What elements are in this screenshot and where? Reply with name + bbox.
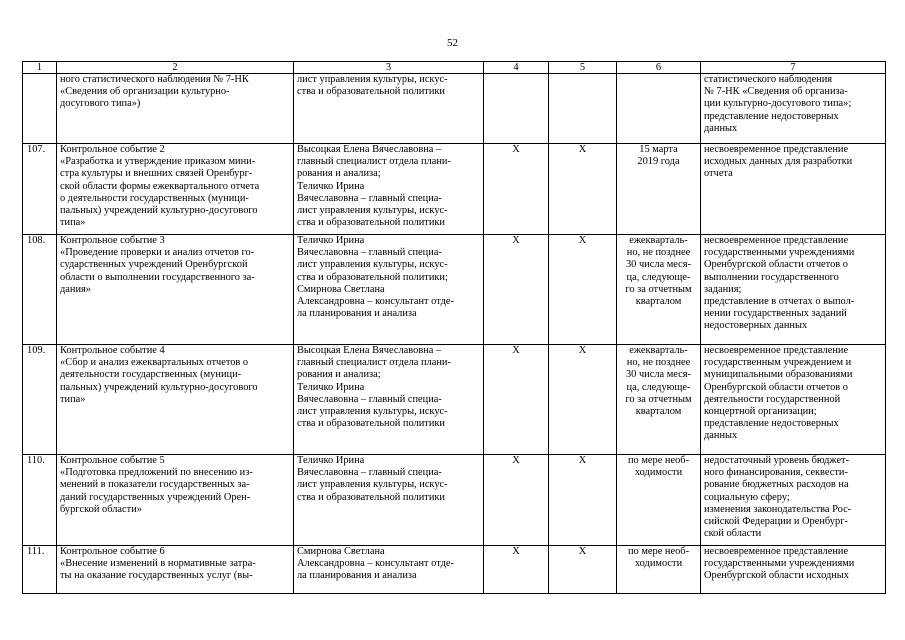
header-cell: 3 — [294, 62, 484, 74]
risk-description: недостаточный уровень бюджет- ного финансирования, секвести- рование бюджетных расходов на социальную сферу; изменения законодательства Рос- сийской Федерации и Оренбург- ской области — [701, 455, 886, 546]
risk-description: несвоевременное представление государственными учреждениями Оренбургской области отчетов о выполнении государственного задания; представление в отчетах о выпол- нении государственных заданий недостоверных данных — [701, 235, 886, 345]
mark-cell: Х — [484, 455, 549, 546]
event-description: ного статистического наблюдения № 7-НК «Сведения об организации культурно- досугового типа») — [57, 74, 294, 144]
mark-cell: Х — [549, 144, 617, 235]
risk-description: статистического наблюдения № 7-НК «Сведения об организа- ции культурно-досугового типа»; представление недостоверных данных — [701, 74, 886, 144]
deadline-cell: 15 марта 2019 года — [617, 144, 701, 235]
mark-cell: Х — [549, 235, 617, 345]
responsible-person: Теличко Ирина Вячеславовна – главный специа- лист управления культуры, искус- ства и образовательной политики — [294, 455, 484, 546]
event-description: Контрольное событие 2 «Разработка и утверждение приказом мини- стра культуры и внешних связей Оренбург- ской области формы ежеквартального отчета о деятельности государственных (муници- пальных) учреждений культурно-досугового типа» — [57, 144, 294, 235]
responsible-person: Высоцкая Елена Вячеславовна – главный специалист отдела плани- рования и анализа; Теличко Ирина Вячеславовна – главный специа- лист управления культуры, искус- ства и образовательной политики — [294, 345, 484, 455]
mark-cell — [549, 74, 617, 144]
deadline-cell: по мере необ- ходимости — [617, 455, 701, 546]
mark-cell: Х — [549, 546, 617, 594]
header-cell: 6 — [617, 62, 701, 74]
header-cell: 7 — [701, 62, 886, 74]
mark-cell — [484, 74, 549, 144]
event-description: Контрольное событие 3 «Проведение проверки и анализ отчетов го- сударственных учреждений Оренбургской области о выполнении государственного за- дания» — [57, 235, 294, 345]
table-row — [23, 345, 886, 455]
risk-description: несвоевременное представление исходных данных для разработки отчета — [701, 144, 886, 235]
row-number: 111. — [23, 546, 57, 594]
mark-cell: Х — [484, 546, 549, 594]
row-number: 107. — [23, 144, 57, 235]
mark-cell: Х — [549, 345, 617, 455]
mark-cell: Х — [549, 455, 617, 546]
page-number: 52 — [447, 37, 458, 49]
deadline-cell: ежекварталь- но, не позднее 30 числа меся- ца, следующе- го за отчетным кварталом — [617, 235, 701, 345]
deadline-cell — [617, 74, 701, 144]
table-row — [23, 74, 886, 144]
event-description: Контрольное событие 5 «Подготовка предложений по внесению из- менений в показатели государственных за- даний государственных учреждений Орен- бургской области» — [57, 455, 294, 546]
row-number — [23, 74, 57, 144]
header-cell: 5 — [549, 62, 617, 74]
table-header-row — [23, 62, 886, 74]
header-cell: 2 — [57, 62, 294, 74]
responsible-person: Смирнова Светлана Александровна – консультант отде- ла планирования и анализа — [294, 546, 484, 594]
control-events-table — [22, 61, 886, 594]
table-row — [23, 144, 886, 235]
mark-cell: Х — [484, 345, 549, 455]
risk-description: несвоевременное представление государственным учреждением и муниципальными образованиями Оренбургской области отчетов о деятельности государственной концертной организации; представление недостоверных данных — [701, 345, 886, 455]
row-number: 108. — [23, 235, 57, 345]
table-row — [23, 455, 886, 546]
table-row — [23, 235, 886, 345]
row-number: 110. — [23, 455, 57, 546]
table-row — [23, 546, 886, 594]
event-description: Контрольное событие 4 «Сбор и анализ ежеквартальных отчетов о деятельности государственных (муници- пальных) учреждений культурно-досугового типа» — [57, 345, 294, 455]
responsible-person: лист управления культуры, искус- ства и образовательной политики — [294, 74, 484, 144]
deadline-cell: ежекварталь- но, не позднее 30 числа меся- ца, следующе- го за отчетным кварталом — [617, 345, 701, 455]
risk-description: несвоевременное представление государственными учреждениями Оренбургской области исходных — [701, 546, 886, 594]
row-number: 109. — [23, 345, 57, 455]
mark-cell: Х — [484, 144, 549, 235]
mark-cell: Х — [484, 235, 549, 345]
responsible-person: Высоцкая Елена Вячеславовна – главный специалист отдела плани- рования и анализа; Теличко Ирина Вячеславовна – главный специа- лист управления культуры, искус- ства и образовательной политики — [294, 144, 484, 235]
deadline-cell: по мере необ- ходимости — [617, 546, 701, 594]
event-description: Контрольное событие 6 «Внесение изменений в нормативные затра- ты на оказание государственных услуг (вы- — [57, 546, 294, 594]
header-cell: 4 — [484, 62, 549, 74]
responsible-person: Теличко Ирина Вячеславовна – главный специа- лист управления культуры, искус- ства и образовательной политики; Смирнова Светлана Александровна – консультант отде- ла планирования и анализа — [294, 235, 484, 345]
header-cell: 1 — [23, 62, 57, 74]
